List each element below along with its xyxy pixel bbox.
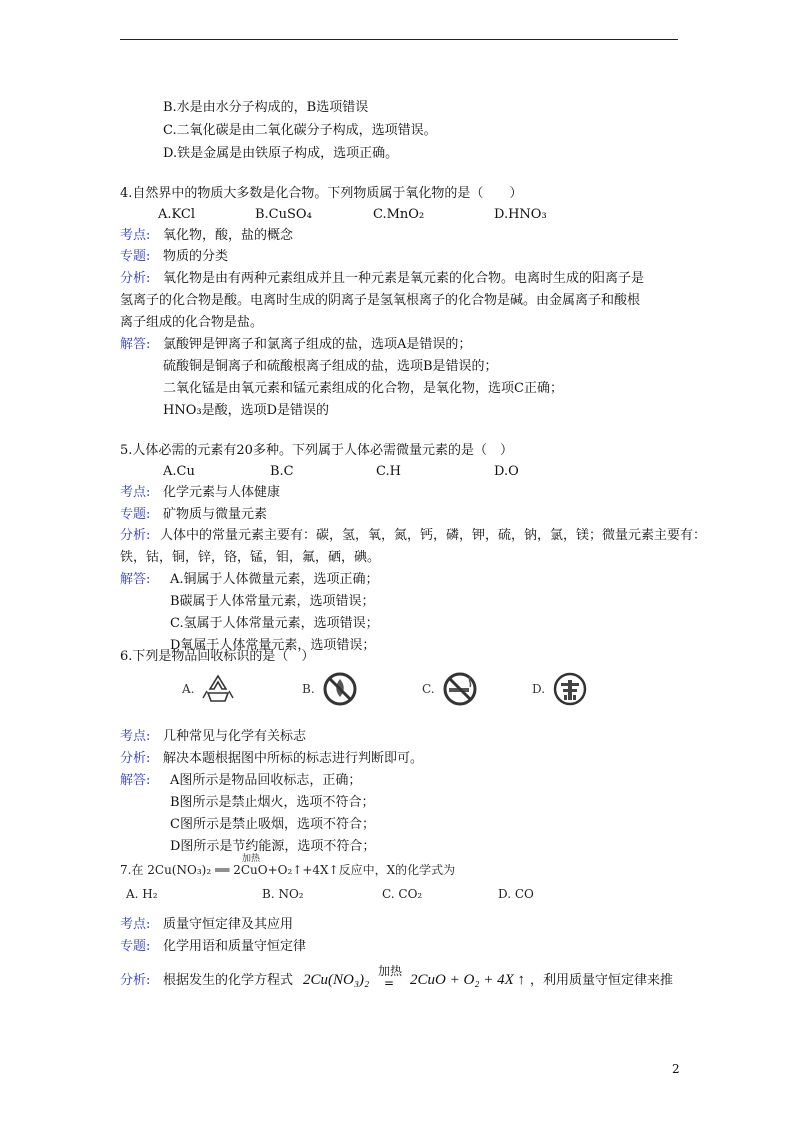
q7-option-b: B. NO₂ xyxy=(262,887,304,901)
q6-fenxi: 解决本题根据图中所标的标志进行判断即可。 xyxy=(163,751,424,766)
q7-equation-right: 2CuO + O₂ + 4X ↑ xyxy=(410,972,526,988)
q7-condition: 加热 xyxy=(242,854,261,864)
q7-equation-left: 2Cu(NO₃)₂ xyxy=(303,972,370,988)
q7-fenxi-pre: 根据发生的化学方程式 xyxy=(163,973,294,988)
prev-answer-b: B.水是由水分子构成的，B选项错误 xyxy=(163,100,369,115)
q4-jieda-label: 解答: xyxy=(120,337,151,352)
q5-jieda-line3: C.氢属于人体常量元素，选项错误； xyxy=(170,616,379,631)
q6-jieda-line4: D图所示是节约能源，选项不符合； xyxy=(170,839,376,854)
q5-option-d: D.O xyxy=(494,464,519,479)
q6-option-c-label: C. xyxy=(422,682,435,696)
q6-option-d-label: D. xyxy=(532,682,546,696)
q6-kaodian-label: 考点: xyxy=(120,729,151,744)
prev-answer-d: D.铁是金属是由铁原子构成，选项正确。 xyxy=(163,146,399,161)
q5-fenxi-line2: 铁，钴，铜，锌，铬，锰，钼，氟，硒，碘。 xyxy=(120,550,381,565)
q7-kaodian-label: 考点: xyxy=(120,917,151,932)
q5-option-a: A.Cu xyxy=(163,464,195,479)
q5-kaodian-label: 考点: xyxy=(120,485,151,500)
q7-fenxi-post: ，利用质量守恒定律来推 xyxy=(530,973,674,988)
q6-image-options xyxy=(160,667,620,711)
q4-zhuanti: 物质的分类 xyxy=(163,249,229,264)
q5-jieda-label: 解答: xyxy=(120,572,151,587)
q5-jieda-line2: B碳属于人体常量元素，选项错误； xyxy=(170,594,375,609)
no-smoking-icon xyxy=(441,670,479,708)
q4-kaodian: 氧化物，酸，盐的概念 xyxy=(163,228,294,243)
q6-jieda-line1: A图所示是物品回收标志，正确； xyxy=(170,773,362,788)
no-fire-icon xyxy=(321,670,359,708)
q7-equation-condition: 加热 xyxy=(378,964,403,978)
q5-zhuanti: 矿物质与微量元素 xyxy=(163,507,268,522)
q6-option-a xyxy=(182,667,282,711)
q7-stem-image xyxy=(116,854,616,907)
q7-fenxi-label: 分析: xyxy=(120,973,151,988)
q6-option-a-label: A. xyxy=(182,682,195,696)
q4-option-a: A.KCl xyxy=(158,207,195,222)
q4-fenxi-line1: 氧化物是由有两种元素组成并且一种元素是氧元素的化合物。电离时生成的阳离子是 xyxy=(163,271,645,286)
q5-fenxi-line1: 人体中的常量元素主要有：碳，氢，氧，氮，钙，磷，钾，硫，钠，氯，镁；微量元素主要有： xyxy=(160,528,707,543)
q4-jieda-line2: 硫酸铜是铜离子和硫酸根离子组成的盐，选项B是错误的； xyxy=(163,359,498,374)
q6-jieda-label: 解答: xyxy=(120,773,151,788)
prev-answer-c: C.二氧化碳是由二氧化碳分子构成，选项错误。 xyxy=(163,123,437,138)
q7-kaodian: 质量守恒定律及其应用 xyxy=(163,917,294,932)
q4-stem: 4.自然界中的物质大多数是化合物。下列物质属于氧化物的是（ ） xyxy=(120,186,523,201)
q6-fenxi-label: 分析: xyxy=(120,751,151,766)
energy-saving-icon xyxy=(551,670,589,708)
q4-option-d: D.HNO₃ xyxy=(494,207,547,222)
q5-fenxi-label: 分析: xyxy=(120,528,151,543)
q5-stem: 5.人体必需的元素有20多种。下列属于人体必需微量元素的是（ ） xyxy=(120,443,513,458)
q4-kaodian-label: 考点: xyxy=(120,228,151,243)
q4-fenxi-label: 分析: xyxy=(120,271,151,286)
q4-fenxi-line3: 离子组成的化合物是盐。 xyxy=(120,315,264,330)
q5-kaodian: 化学元素与人体健康 xyxy=(163,485,281,500)
q7-option-a: A. H₂ xyxy=(126,887,158,901)
q6-option-b-label: B. xyxy=(302,682,315,696)
q5-zhuanti-label: 专题: xyxy=(120,507,151,522)
q6-kaodian: 几种常见与化学有关标志 xyxy=(163,729,307,744)
q4-option-c: C.MnO₂ xyxy=(373,207,425,222)
q5-option-c: C.H xyxy=(376,464,401,479)
q4-zhuanti-label: 专题: xyxy=(120,249,151,264)
q5-option-b: B.C xyxy=(270,464,294,479)
q7-option-c: C. CO₂ xyxy=(382,887,423,901)
q6-option-d xyxy=(532,667,632,711)
recycle-icon xyxy=(200,671,236,707)
q7-stem: 7.在 2Cu(NO₃)₂ ══ 2CuO+O₂↑+4X↑反应中，X的化学式为 xyxy=(120,863,456,877)
q7-option-d: D. CO xyxy=(498,887,534,901)
q4-jieda-line1: 氯酸钾是钾离子和氯离子组成的盐，选项A是错误的； xyxy=(163,337,472,352)
q6-option-c xyxy=(422,667,522,711)
q7-equation-sign: = xyxy=(384,976,395,990)
q5-jieda-line1: A.铜属于人体微量元素，选项正确； xyxy=(170,572,379,587)
q4-fenxi-line2: 氢离子的化合物是酸。电离时生成的阴离子是氢氧根离子的化合物是碱。由金属离子和酸根 xyxy=(120,293,641,308)
q4-jieda-line4: HNO₃是酸，选项D是错误的 xyxy=(163,403,330,418)
q6-jieda-line3: C图所示是禁止吸烟，选项不符合； xyxy=(170,817,375,832)
page-number: 2 xyxy=(672,1062,680,1076)
q4-jieda-line3: 二氧化锰是由氧元素和锰元素组成的化合物，是氧化物，选项C正确； xyxy=(163,381,563,396)
q5-jieda-line4: D氧属于人体常量元素，选项错误； xyxy=(170,638,376,653)
q7-zhuanti-label: 专题: xyxy=(120,939,151,954)
q6-option-b xyxy=(302,667,402,711)
q4-option-b: B.CuSO₄ xyxy=(255,207,312,222)
header-rule xyxy=(120,39,678,40)
q6-jieda-line2: B图所示是禁止烟火，选项不符合； xyxy=(170,795,375,810)
q7-zhuanti: 化学用语和质量守恒定律 xyxy=(163,939,307,954)
q6-stem: 6.下列是物品回收标识的是（ ） xyxy=(120,649,315,664)
